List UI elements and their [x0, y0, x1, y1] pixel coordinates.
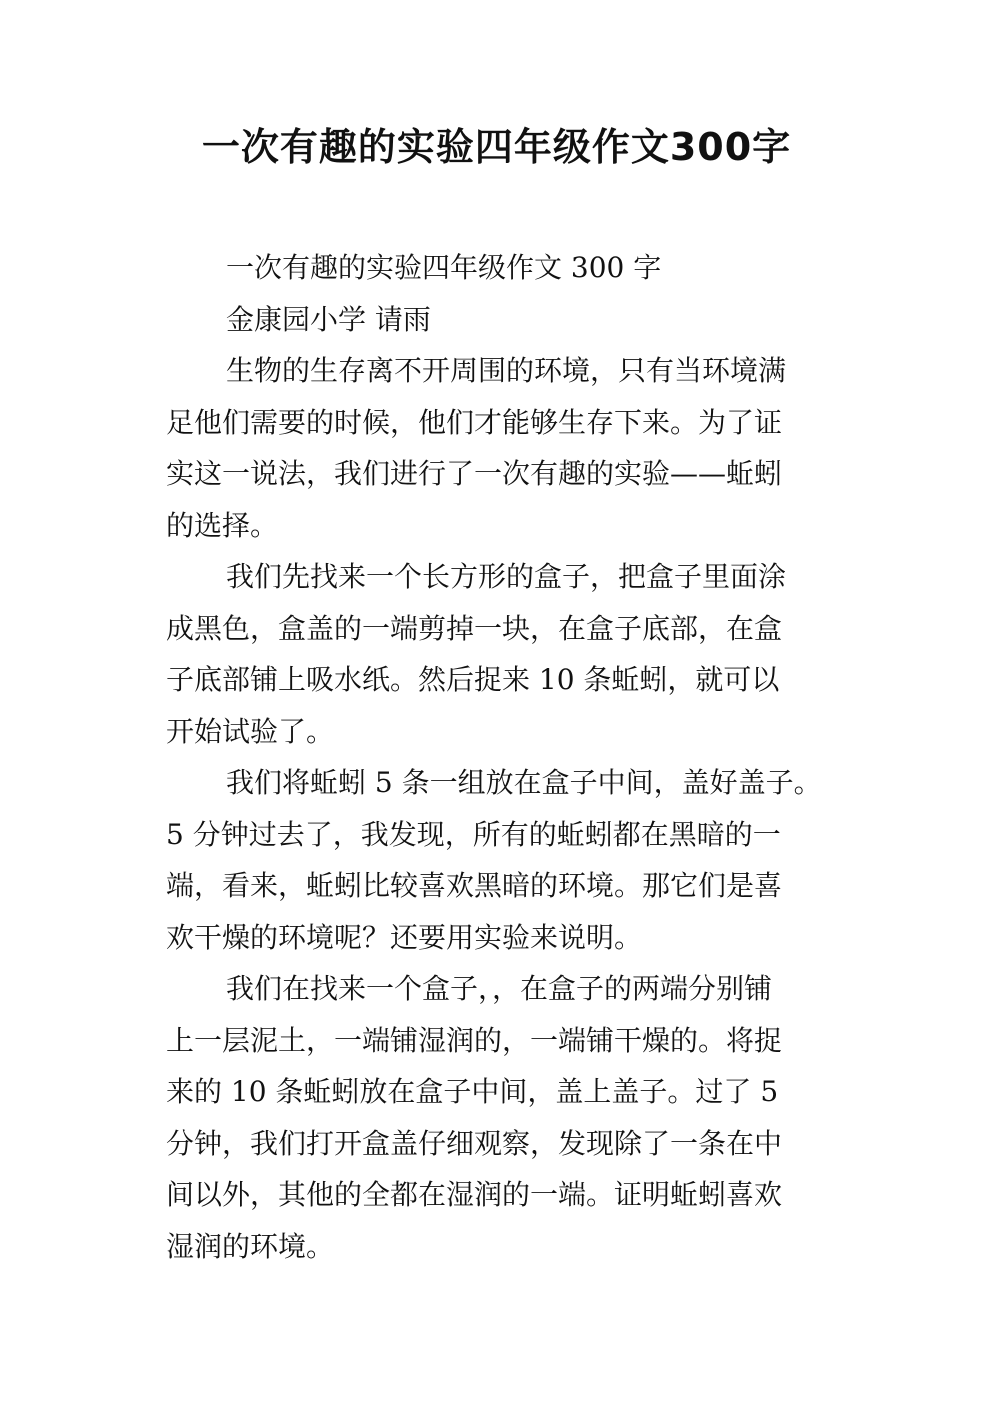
text-line: 分钟，我们打开盒盖仔细观察，发现除了一条在中 — [166, 1126, 783, 1160]
text-line: 的选择。 — [166, 508, 279, 542]
text-line: 5 分钟过去了，我发现，所有的蚯蚓都在黑暗的一 — [166, 817, 781, 851]
text-line: 我们将蚯蚓 5 条一组放在盒子中间，盖好盖子。 — [226, 766, 822, 799]
text-line: 欢干燥的环境呢？还要用实验来说明。 — [166, 920, 643, 954]
text-line: 开始试验了。 — [166, 714, 335, 748]
text-line: 来的 10 条蚯蚓放在盒子中间，盖上盖子。过了 5 — [166, 1075, 779, 1108]
text-line: 子底部铺上吸水纸。然后捉来 10 条蚯蚓，就可以 — [166, 663, 780, 696]
text-line: 端，看来，蚯蚓比较喜欢黑暗的环境。那它们是喜 — [166, 869, 783, 902]
text-line: 我们先找来一个长方形的盒子，把盒子里面涂 — [226, 560, 787, 593]
document-title: 一次有趣的实验四年级作文300字 — [201, 125, 792, 169]
text-line: 足他们需要的时候，他们才能够生存下来。为了证 — [166, 405, 783, 439]
text-line: 生物的生存离不开周围的环境，只有当环境满 — [226, 354, 787, 387]
text-line: 我们在找来一个盒子，，在盒子的两端分别铺 — [226, 972, 773, 1005]
text-line: 实这一说法，我们进行了一次有趣的实验——蚯蚓 — [166, 457, 783, 490]
text-line: 一次有趣的实验四年级作文 300 字 — [226, 251, 662, 284]
text-line: 间以外，其他的全都在湿润的一端。证明蚯蚓喜欢 — [166, 1178, 783, 1211]
document-body — [166, 242, 834, 1272]
text-line: 金康园小学 请雨 — [226, 302, 431, 336]
text-line: 湿润的环境。 — [166, 1229, 335, 1263]
text-line: 成黑色，盒盖的一端剪掉一块，在盒子底部，在盒 — [166, 611, 783, 645]
text-line: 上一层泥土，一端铺湿润的，一端铺干燥的。将捉 — [166, 1023, 783, 1057]
